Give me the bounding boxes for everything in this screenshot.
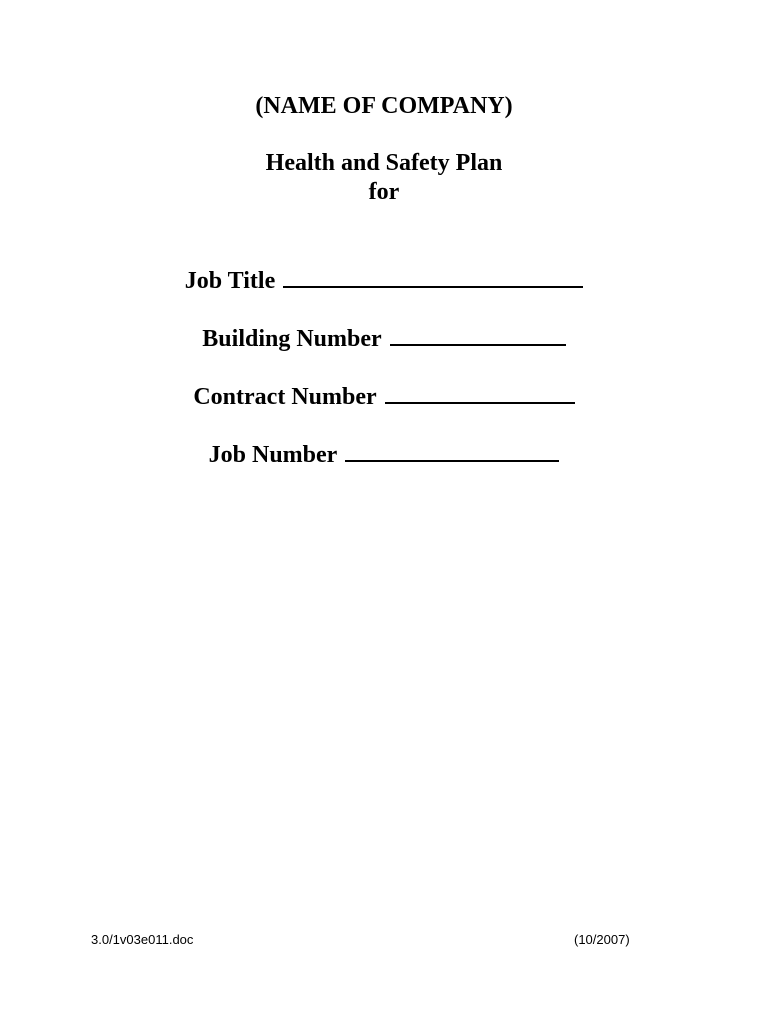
building-number-blank-line[interactable] [390, 322, 566, 346]
job-title-label: Job Title [184, 268, 276, 294]
footer-date: (10/2007) [574, 932, 630, 947]
contract-number-label: Contract Number [193, 384, 377, 410]
job-title-blank-line[interactable] [283, 264, 583, 288]
job-number-label: Job Number [208, 442, 338, 468]
contract-number-blank-line[interactable] [385, 380, 575, 404]
job-number-blank-line[interactable] [345, 438, 559, 462]
building-number-field [0, 322, 768, 353]
company-name-placeholder: (NAME OF COMPANY) [255, 93, 513, 119]
job-title-field [0, 264, 768, 295]
job-number-field [0, 438, 768, 469]
contract-number-field [0, 380, 768, 411]
plan-title-for: for [368, 179, 400, 205]
footer-file-name: 3.0/1v03e011.doc [91, 932, 194, 947]
plan-title-line: Health and Safety Plan [265, 150, 503, 176]
building-number-label: Building Number [202, 326, 382, 352]
plan-title [0, 149, 768, 207]
